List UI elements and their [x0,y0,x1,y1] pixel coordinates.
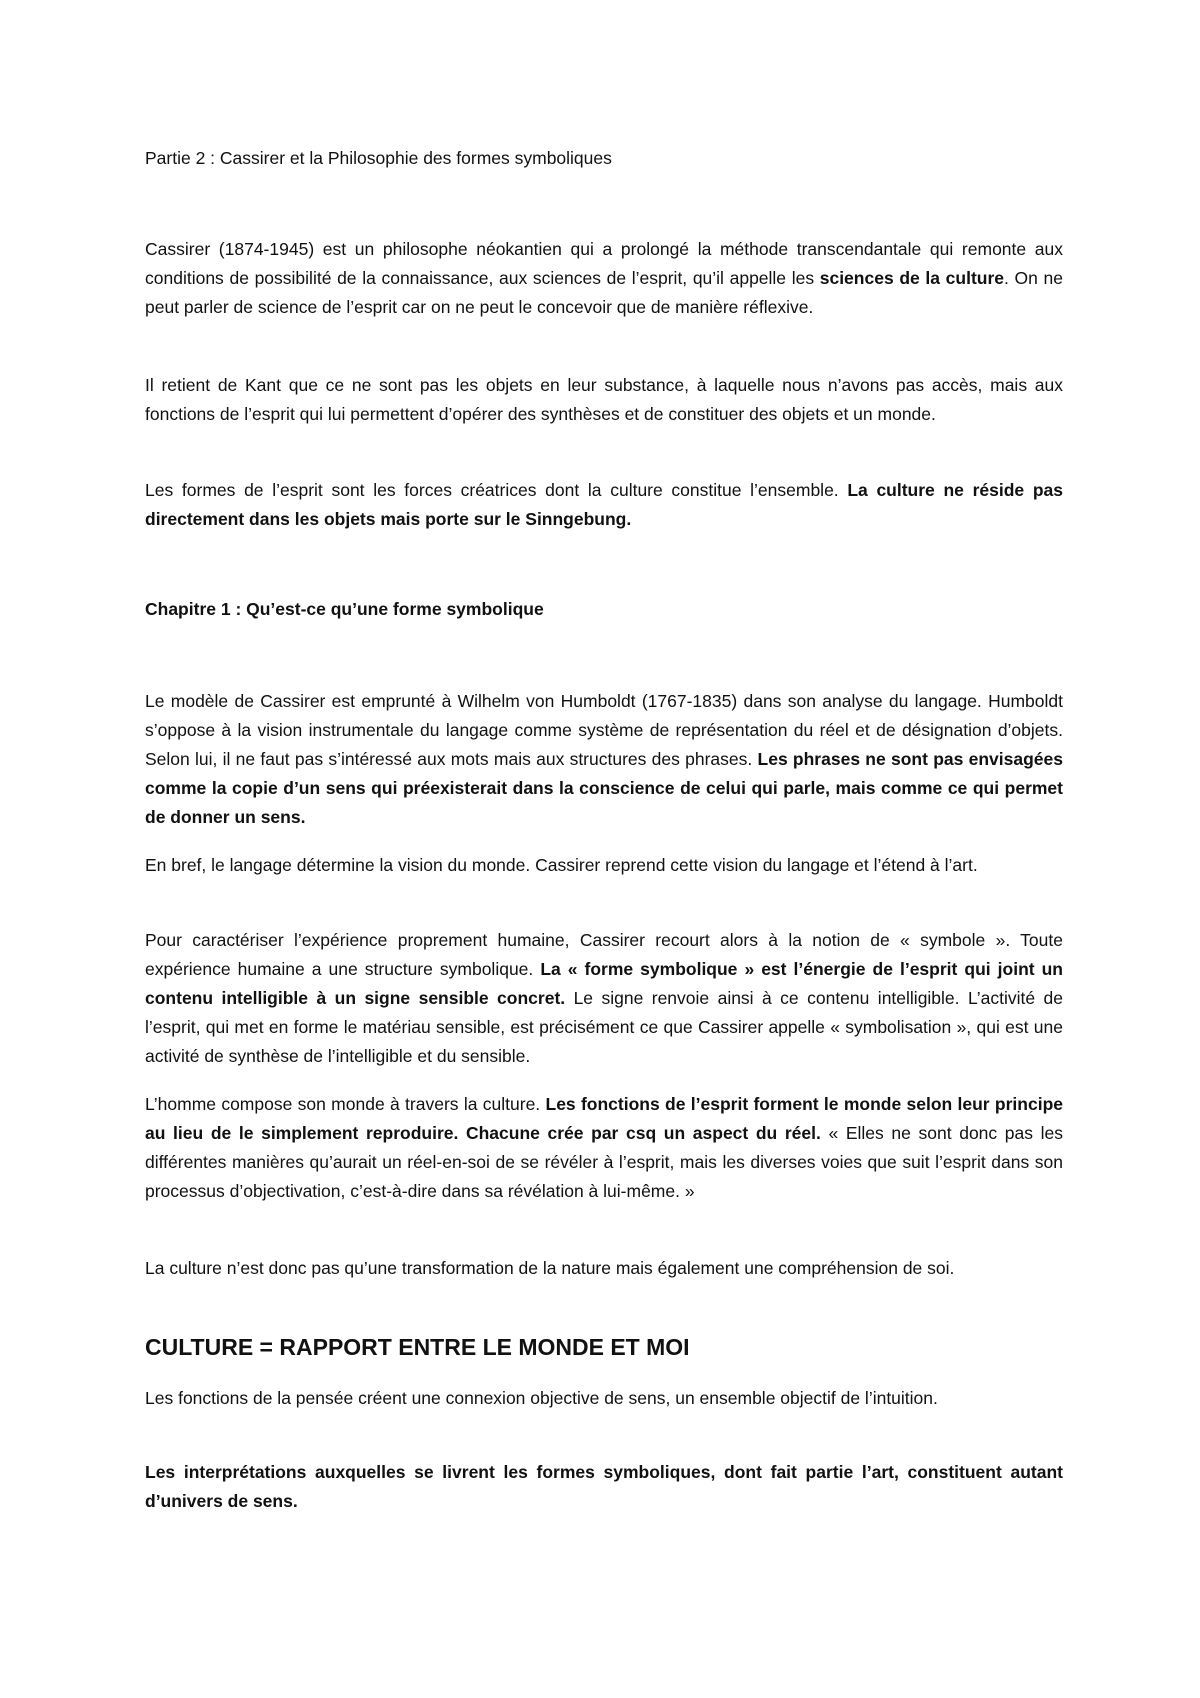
closing-p1-text: Les fonctions de la pensée créent une connexion objective de sens, un ensemble objectif de l’intuition. [145,1388,938,1408]
closing-paragraph-2 [145,1458,1063,1516]
chapter-p4-text-a: L’homme compose son monde à travers la culture. [145,1094,546,1114]
chapter-paragraph-1 [145,687,1063,832]
chapter-paragraph-3 [145,926,1063,1071]
intro-paragraph-2 [145,371,1063,429]
culture-heading: CULTURE = RAPPORT ENTRE LE MONDE ET MOI [145,1334,690,1360]
chapter-p4-text-c: « Elles ne sont donc pas les différentes manières qu’aurait un réel-en-soi de se révéler à l’esprit, mais les diverses voies que suit l’esprit dans son processus d’objectivation, c’est-à-dire dans sa révélation à lui-même. » [145,1123,1063,1201]
chapter-paragraph-2 [145,851,1063,880]
chapter-p2-text: En bref, le langage détermine la vision du monde. Cassirer reprend cette vision du langage et l’étend à l’art. [145,855,978,875]
chapter-p3-bold: La « forme symbolique » est l’énergie de l’esprit qui joint un contenu intelligible à un signe sensible concret. [145,959,1063,1008]
intro-p1-text-c: . On ne peut parler de science de l’esprit car on ne peut le concevoir que de manière réflexive. [145,268,1063,317]
chapter-p5-text: La culture n’est donc pas qu’une transformation de la nature mais également une compréhension de soi. [145,1258,955,1278]
chapter-paragraph-5 [145,1254,1063,1283]
intro-paragraph-1 [145,235,1063,322]
intro-p3-bold: La culture ne réside pas directement dans les objets mais porte sur le Sinngebung. [145,480,1063,529]
chapter-p3-text-c: Le signe renvoie ainsi à ce contenu intelligible. L’activité de l’esprit, qui met en forme le matériau sensible, est précisément ce que Cassirer appelle « symbolisation », qui est une activité de synthèse de l’intelligible et du sensible. [145,988,1063,1066]
intro-paragraph-3 [145,476,1063,534]
chapter-title: Chapitre 1 : Qu’est-ce qu’une forme symbolique [145,599,544,619]
chapter-paragraph-4 [145,1090,1063,1206]
intro-p1-bold: sciences de la culture [819,268,1005,288]
chapter-p4-bold: Les fonctions de l’esprit forment le monde selon leur principe au lieu de le simplement reproduire. Chacune crée par csq un aspect du réel. [145,1094,1063,1143]
chapter-p3-text-a: Pour caractériser l’expérience proprement humaine, Cassirer recourt alors à la notion de « symbole ». Toute expérience humaine a une structure symbolique. [145,930,1063,979]
part-title: Partie 2 : Cassirer et la Philosophie des formes symboliques [145,148,612,168]
chapter-p1-text: Le modèle de Cassirer est emprunté à Wilhelm von Humboldt (1767-1835) dans son analyse du langage. Humboldt s’oppose à la vision instrumentale du langage comme système de représentation du réel et de désignation d’objets. Selon lui, il ne faut pas s’intéressé aux mots mais aux structures des phrases. [145,691,1063,769]
closing-paragraph-1 [145,1384,1063,1413]
intro-p1-text-a: Cassirer (1874-1945) est un philosophe néokantien qui a prolongé la méthode transcendantale qui remonte aux conditions de possibilité de la connaissance, aux sciences de l’esprit, qu’il appelle les [145,239,1063,288]
intro-p2-text: Il retient de Kant que ce ne sont pas les objets en leur substance, à laquelle nous n’avons pas accès, mais aux fonctions de l’esprit qui lui permettent d’opérer des synthèses et de constituer des objets et un monde. [145,375,1063,424]
closing-p2-bold: Les interprétations auxquelles se livrent les formes symboliques, dont fait partie l’art, constituent autant d’univers de sens. [145,1462,1063,1511]
chapter-p1-bold: Les phrases ne sont pas envisagées comme la copie d’un sens qui préexisterait dans la conscience de celui qui parle, mais comme ce qui permet de donner un sens. [145,749,1063,827]
intro-p3-text: Les formes de l’esprit sont les forces créatrices dont la culture constitue l’ensemble. [145,480,848,500]
